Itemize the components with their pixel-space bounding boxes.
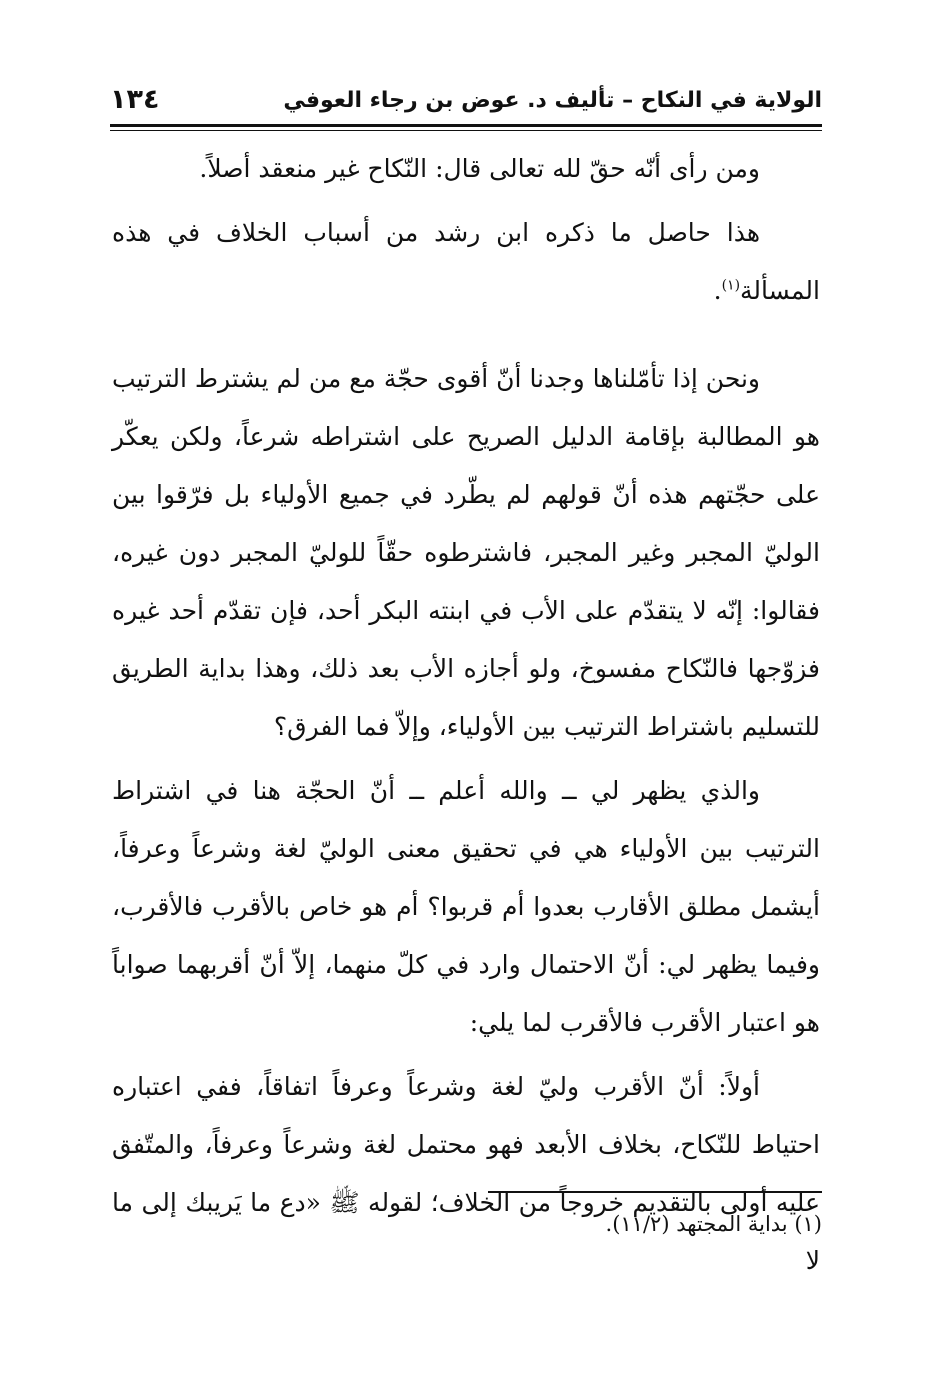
footnote: (١) بداية المجتهد (١١/٢). bbox=[605, 1212, 822, 1236]
header-rule bbox=[110, 124, 822, 127]
body-text bbox=[112, 140, 820, 1296]
paragraph: ونحن إذا تأمّلناها وجدنا أنّ أقوى حجّة مع من لم يشترط الترتيب هو المطالبة بإقامة الدليل الصريح على اشتراطه شرعاً، ولكن يعكّر على حجّتهم هذه أنّ قولهم لم يطّرد في جميع الأولياء بل فرّقوا بين الوليّ المجبر وغير المجبر، فاشترطوه حقّاً للوليّ المجبر دون غيره، فقالوا: إنّه لا يتقدّم على الأب في ابنته البكر أحد، فإن تقدّم أحد غيره فزوّجها فالنّكاح مفسوخ، ولو أجازه الأب بعد ذلك، وهذا بداية الطريق للتسليم باشتراط الترتيب بين الأولياء، وإلاّ فما الفرق؟ bbox=[112, 364, 820, 741]
page-number: ١٣٤ bbox=[110, 84, 160, 115]
page-header bbox=[110, 80, 822, 126]
paragraph: هذا حاصل ما ذكره ابن رشد من أسباب الخلاف في هذه المسألة$^{(١)}$. bbox=[112, 218, 820, 305]
paragraph: والذي يظهر لي ــ والله أعلم ــ أنّ الحجّة هنا في اشتراط الترتيب بين الأولياء هي في تحقيق معنى الوليّ لغة وشرعاً وعرفاً، أيشمل مطلق الأقارب بعدوا أم قربوا؟ أم هو خاص بالأقرب فالأقرب، وفيما يظهر لي: أنّ الاحتمال وارد في كلّ منهما، إلاّ أنّ أقربهما صواباً هو اعتبار الأقرب فالأقرب لما يلي: bbox=[112, 776, 820, 1037]
footnote-rule bbox=[488, 1191, 822, 1193]
paragraph: أولاً: أنّ الأقرب وليّ لغة وشرعاً وعرفاً اتفاقاً، ففي اعتباره احتياط للنّكاح، بخلاف الأبعد فهو محتمل لغة وشرعاً وعرفاً، والمتّفق عليه أولى بالتقديم خروجاً من الخلاف؛ لقوله ﷺ «دع ما يَريبك إلى ما لا bbox=[112, 1072, 820, 1275]
paragraph: ومن رأى أنّه حقّ لله تعالى قال: النّكاح غير منعقد أصلاً. bbox=[199, 154, 760, 183]
running-title: الولاية في النكاح – تأليف د. عوض بن رجاء العوفي bbox=[283, 88, 822, 113]
footnote-marker: (١) bbox=[721, 277, 741, 294]
header-rule-thin bbox=[110, 130, 822, 131]
paragraph-text: هذا حاصل ما ذكره ابن رشد من أسباب الخلاف في هذه المسألة bbox=[112, 218, 820, 305]
